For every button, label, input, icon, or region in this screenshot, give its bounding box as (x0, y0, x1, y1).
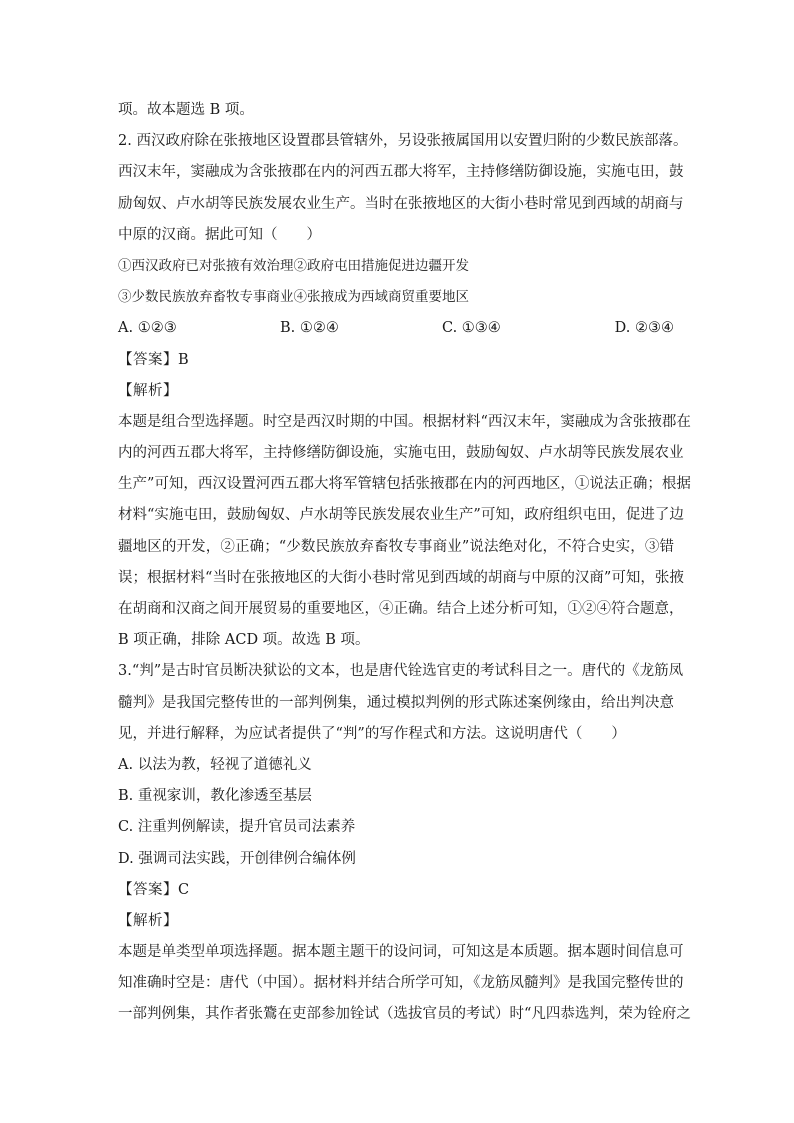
question-3 (118, 656, 691, 1030)
question-2-analysis-line: 内的河西五郡大将军，主持修缮防御设施，实施屯田，鼓励匈奴、卢水胡等民族发展农业 (118, 445, 684, 462)
question-3-option-d: D. 强调司法实践，开创律例合编体例 (118, 850, 356, 867)
question-3-answer: 【答案】C (118, 881, 190, 898)
question-2 (118, 126, 691, 656)
question-2-analysis-line: B 项正确，排除 ACD 项。故选 B 项。 (118, 632, 370, 649)
question-2-stem-line: 西汉末年，窦融成为含张掖郡在内的河西五郡大将军，主持修缮防御设施，实施屯田，鼓 (118, 164, 684, 181)
question-2-statement: ③少数民族放弃畜牧专事商业④张掖成为西域商贸重要地区 (118, 289, 469, 306)
question-3-analysis-line: 本题是单类型单项选择题。据本题主题干的设问词，可知这是本质题。据本题时间信息可 (118, 944, 684, 961)
question-2-analysis-line: 本题是组合型选择题。时空是西汉时期的中国。根据材料“西汉末年，窦融成为含张掖郡在 (118, 413, 691, 430)
option-a: A. ①②③ (118, 320, 177, 337)
question-3-analysis-line: 知准确时空是：唐代（中国）。据材料并结合所学可知，《龙筋凤髓判》是我国完整传世的 (118, 975, 684, 992)
question-2-stem-line: 中原的汉商。据此可知（ ） (118, 226, 321, 243)
previous-answer-tail: 项。故本题选 B 项。 (118, 102, 254, 118)
question-3-analysis-label: 【解析】 (118, 912, 178, 929)
option-b: B. ①②④ (280, 320, 339, 337)
question-2-analysis-line: 误；根据材料“当时在张掖地区的大街小巷时常见到西域的胡商与中原的汉商”可知，张掖 (118, 569, 684, 586)
option-d: D. ②③④ (614, 320, 674, 337)
question-3-option-a: A. 以法为教，轻视了道德礼义 (118, 756, 312, 773)
question-3-analysis-line: 一部判例集，其作者张鷟在吏部参加铨试（选拔官员的考试）时“凡四恭选判，荣为铨府之 (118, 1006, 691, 1023)
question-2-analysis-line: 生产”可知，西汉设置河西五郡大将军管辖包括张掖郡在内的河西地区，①说法正确；根据 (118, 476, 691, 493)
question-3-stem-line: 髓判》是我国完整传世的一部判例集，通过模拟判例的形式陈述案例缘由，给出判决意 (118, 694, 674, 711)
question-3-option-c: C. 注重判例解读，提升官员司法素养 (118, 819, 356, 836)
question-2-answer: 【答案】B (118, 351, 190, 368)
question-3-option-b: B. 重视家训，教化渗透至基层 (118, 788, 312, 805)
question-2-options (118, 313, 674, 344)
question-3-stem-line: 见，并进行解释，为应试者提供了“判”的写作程式和方法。这说明唐代（ ） (118, 725, 626, 742)
question-2-analysis-line: 材料“实施屯田，鼓励匈奴、卢水胡等民族发展农业生产”可知，政府组织屯田，促进了边 (118, 507, 684, 524)
option-c: C. ①③④ (442, 320, 501, 337)
question-2-analysis-line: 疆地区的开发，②正确；“少数民族放弃畜牧专事商业”说法绝对化，不符合史实，③错 (118, 538, 674, 555)
document-page (118, 95, 691, 1031)
question-3-stem-line: 3.“判”是古时官员断决狱讼的文本，也是唐代铨选官吏的考试科目之一。唐代的《龙筋凤 (118, 663, 684, 680)
question-2-stem-line: 2. 西汉政府除在张掖地区设置郡县管辖外，另设张掖属国用以安置归附的少数民族部落。 (118, 133, 688, 150)
question-2-stem-line: 励匈奴、卢水胡等民族发展农业生产。当时在张掖地区的大街小巷时常见到西域的胡商与 (118, 195, 684, 212)
question-2-analysis-line: 在胡商和汉商之间开展贸易的重要地区，④正确。结合上述分析可知，①②④符合题意， (118, 601, 684, 617)
question-2-statement: ①西汉政府已对张掖有效治理②政府屯田措施促进边疆开发 (118, 257, 469, 274)
question-2-analysis-label: 【解析】 (118, 382, 178, 399)
